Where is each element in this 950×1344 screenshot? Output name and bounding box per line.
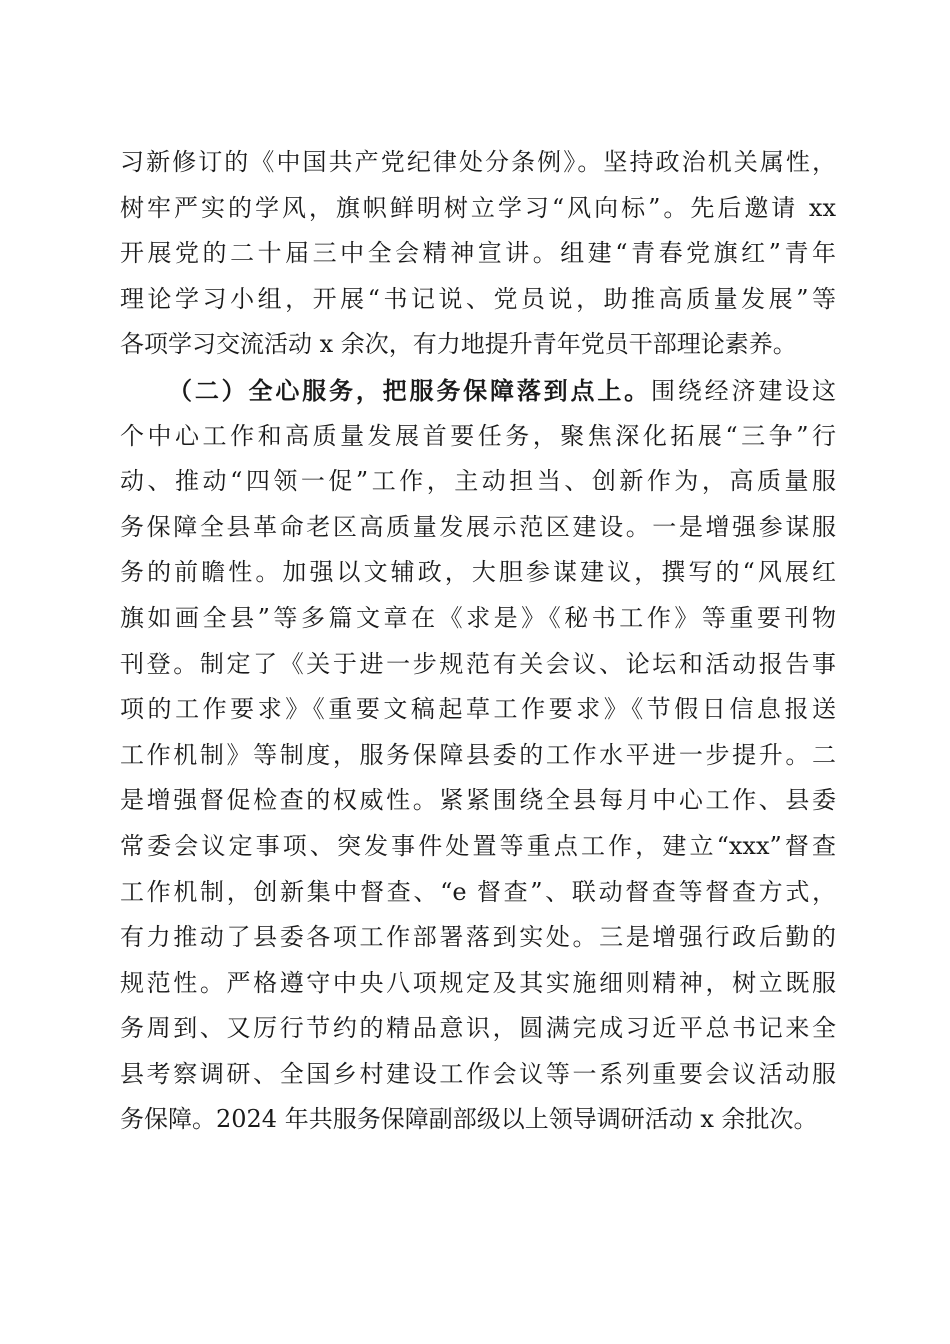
text-line-4: 理论学习小组，开展“书记说、党员说，助推高质量发展”等 [120,284,836,313]
section-line-9: 是增强督促检查的权威性。紧紧围绕全县每月中心工作、县委 [120,786,836,815]
section-first-line-rest: 围绕经济建设这 [651,376,836,405]
section-line-11: 工作机制，创新集中督查、“e 督查”、联动督查等督查方式， [120,877,836,906]
section-line-10: 常委会议定事项、突发事件处置等重点工作，建立“xxx”督查 [120,831,836,860]
section-line-1: 个中心工作和高质量发展首要任务，聚焦深化拓展“三争”行 [120,421,836,450]
section-line-6: 刊登。制定了《关于进一步规范有关会议、论坛和活动报告事 [120,649,836,678]
section-line-5: 旗如画全县”等多篇文章在《求是》《秘书工作》等重要刊物 [120,603,836,632]
body-text [120,140,836,1143]
section-line-2: 动、推动“四领一促”工作，主动担当、创新作为，高质量服 [120,467,836,496]
text-line-3: 开展党的二十届三中全会精神宣讲。组建“青春党旗红”青年 [120,239,836,268]
section-heading: （二）全心服务，把服务保障落到点上。 [168,375,651,405]
section-line-16: 务保障。2024 年共服务保障副部级以上领导调研活动 x 余批次。 [120,1105,818,1134]
section-first-line [120,368,836,414]
section-line-15: 县考察调研、全国乡村建设工作会议等一系列重要会议活动服 [120,1059,836,1088]
section-line-7: 项的工作要求》《重要文稿起草工作要求》《节假日信息报送 [120,695,836,724]
text-line-1: 习新修订的《中国共产党纪律处分条例》。坚持政治机关属性， [120,148,836,176]
section-line-4: 务的前瞻性。加强以文辅政，大胆参谋建议，撰写的“风展红 [120,558,836,587]
text-line-5: 各项学习交流活动 x 余次，有力地提升青年党员干部理论素养。 [120,330,797,359]
section-line-3: 务保障全县革命老区高质量发展示范区建设。一是增强参谋服 [120,512,836,541]
section-line-8: 工作机制》等制度，服务保障县委的工作水平进一步提升。二 [120,740,836,769]
section-line-14: 务周到、又厉行节约的精品意识，圆满完成习近平总书记来全 [120,1014,836,1043]
text-line-2: 树牢严实的学风，旗帜鲜明树立学习“风向标”。先后邀请 xx [120,193,836,222]
section-line-12: 有力推动了县委各项工作部署落到实处。三是增强行政后勤的 [120,923,836,952]
section-line-13: 规范性。严格遵守中央八项规定及其实施细则精神，树立既服 [120,968,836,997]
